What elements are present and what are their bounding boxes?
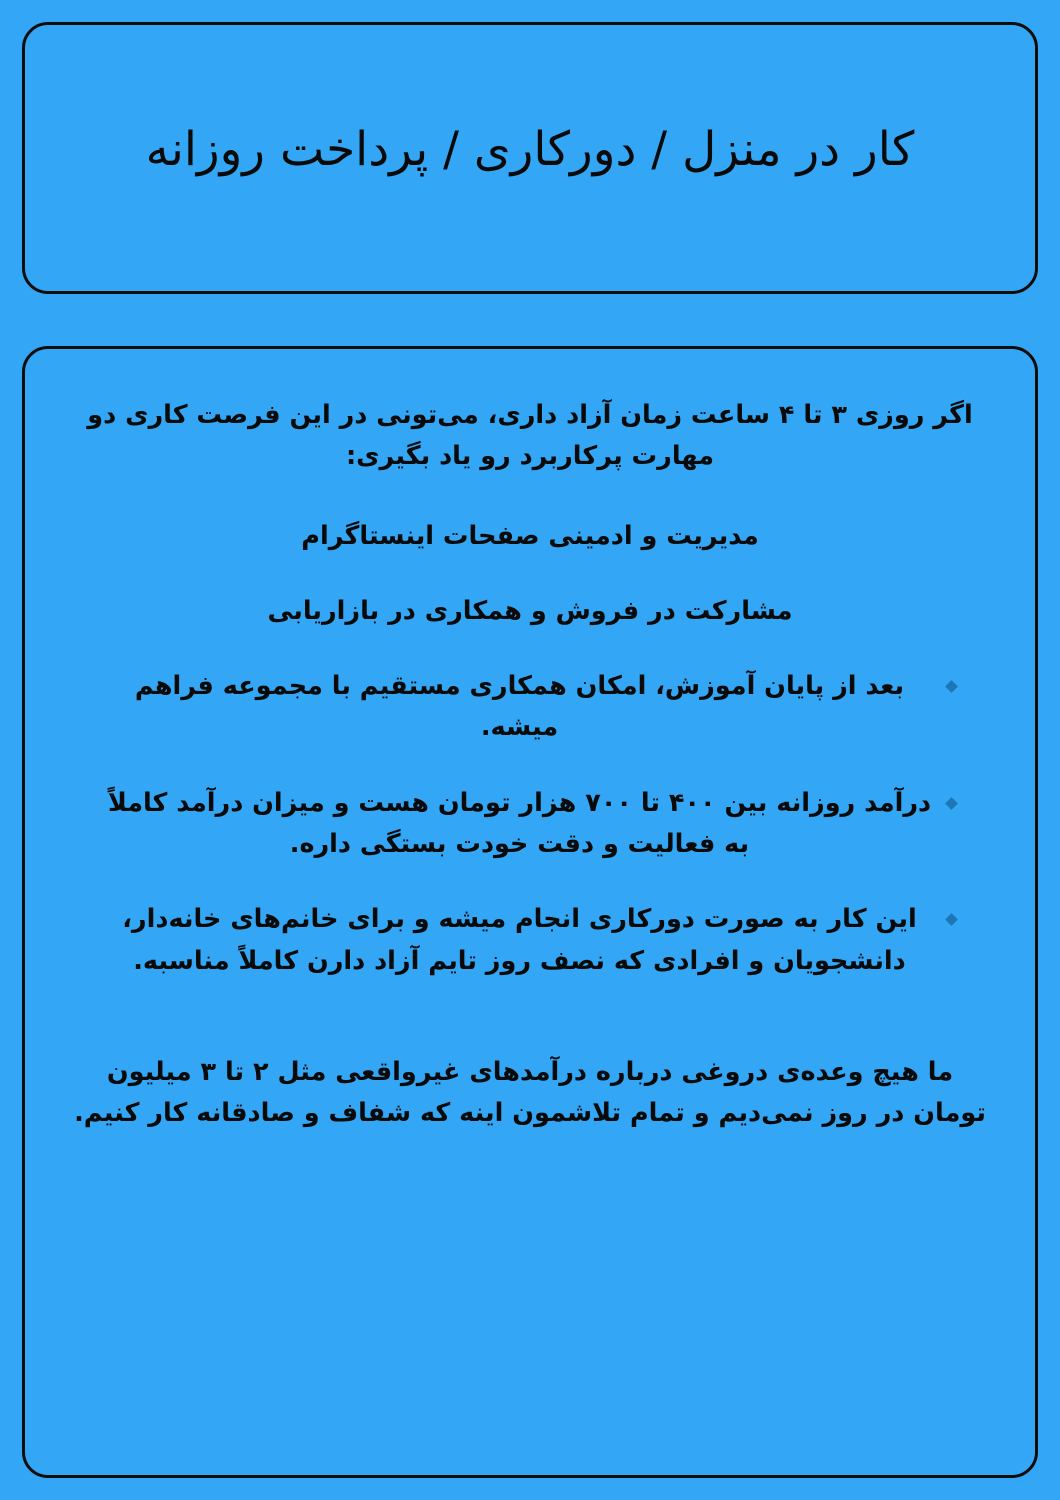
list-item: [71, 899, 989, 982]
content-card: [22, 346, 1038, 1478]
intro-paragraph: اگر روزی ۳ تا ۴ ساعت زمان آزاد داری، می‌تونی در این فرصت کاری دو مهارت پرکاربرد رو یاد بگیری:: [87, 400, 973, 472]
skill-item-instagram: مدیریت و ادمینی صفحات اینستاگرام: [301, 520, 759, 551]
page-title: کار در منزل / دورکاری / پرداخت روزانه: [145, 121, 915, 177]
list-item: [71, 666, 989, 749]
diamond-bullet-icon: [945, 797, 958, 810]
skill-item-sales: مشارکت در فروش و همکاری در بازاریابی: [267, 595, 793, 626]
closing-paragraph: ما هیچ وعده‌ی دروغی درباره درآمدهای غیرواقعی مثل ۲ تا ۳ میلیون تومان در روز نمی‌دیم و تمام تلاشمون اینه که شفاف و صادقانه کار کنیم.: [74, 1056, 986, 1129]
bullet-text-cooperation: بعد از پایان آموزش، امکان همکاری مستقیم با مجموعه فراهم میشه.: [134, 671, 905, 743]
diamond-bullet-icon: [945, 680, 958, 693]
diamond-bullet-icon: [945, 914, 958, 927]
bullet-text-remote-suitability: این کار به صورت دورکاری انجام میشه و برای خانم‌های خانه‌دار، دانشجویان و افرادی که نصف روز تایم آزاد دارن کاملاً مناسبه.: [122, 904, 917, 976]
list-item: [71, 783, 989, 866]
bullet-text-income: درآمد روزانه بین ۴۰۰ تا ۷۰۰ هزار تومان هست و میزان درآمد کاملاً به فعالیت و دقت خودت بستگی داره.: [107, 787, 932, 860]
spacer: [71, 1016, 989, 1018]
title-card: [22, 22, 1038, 294]
